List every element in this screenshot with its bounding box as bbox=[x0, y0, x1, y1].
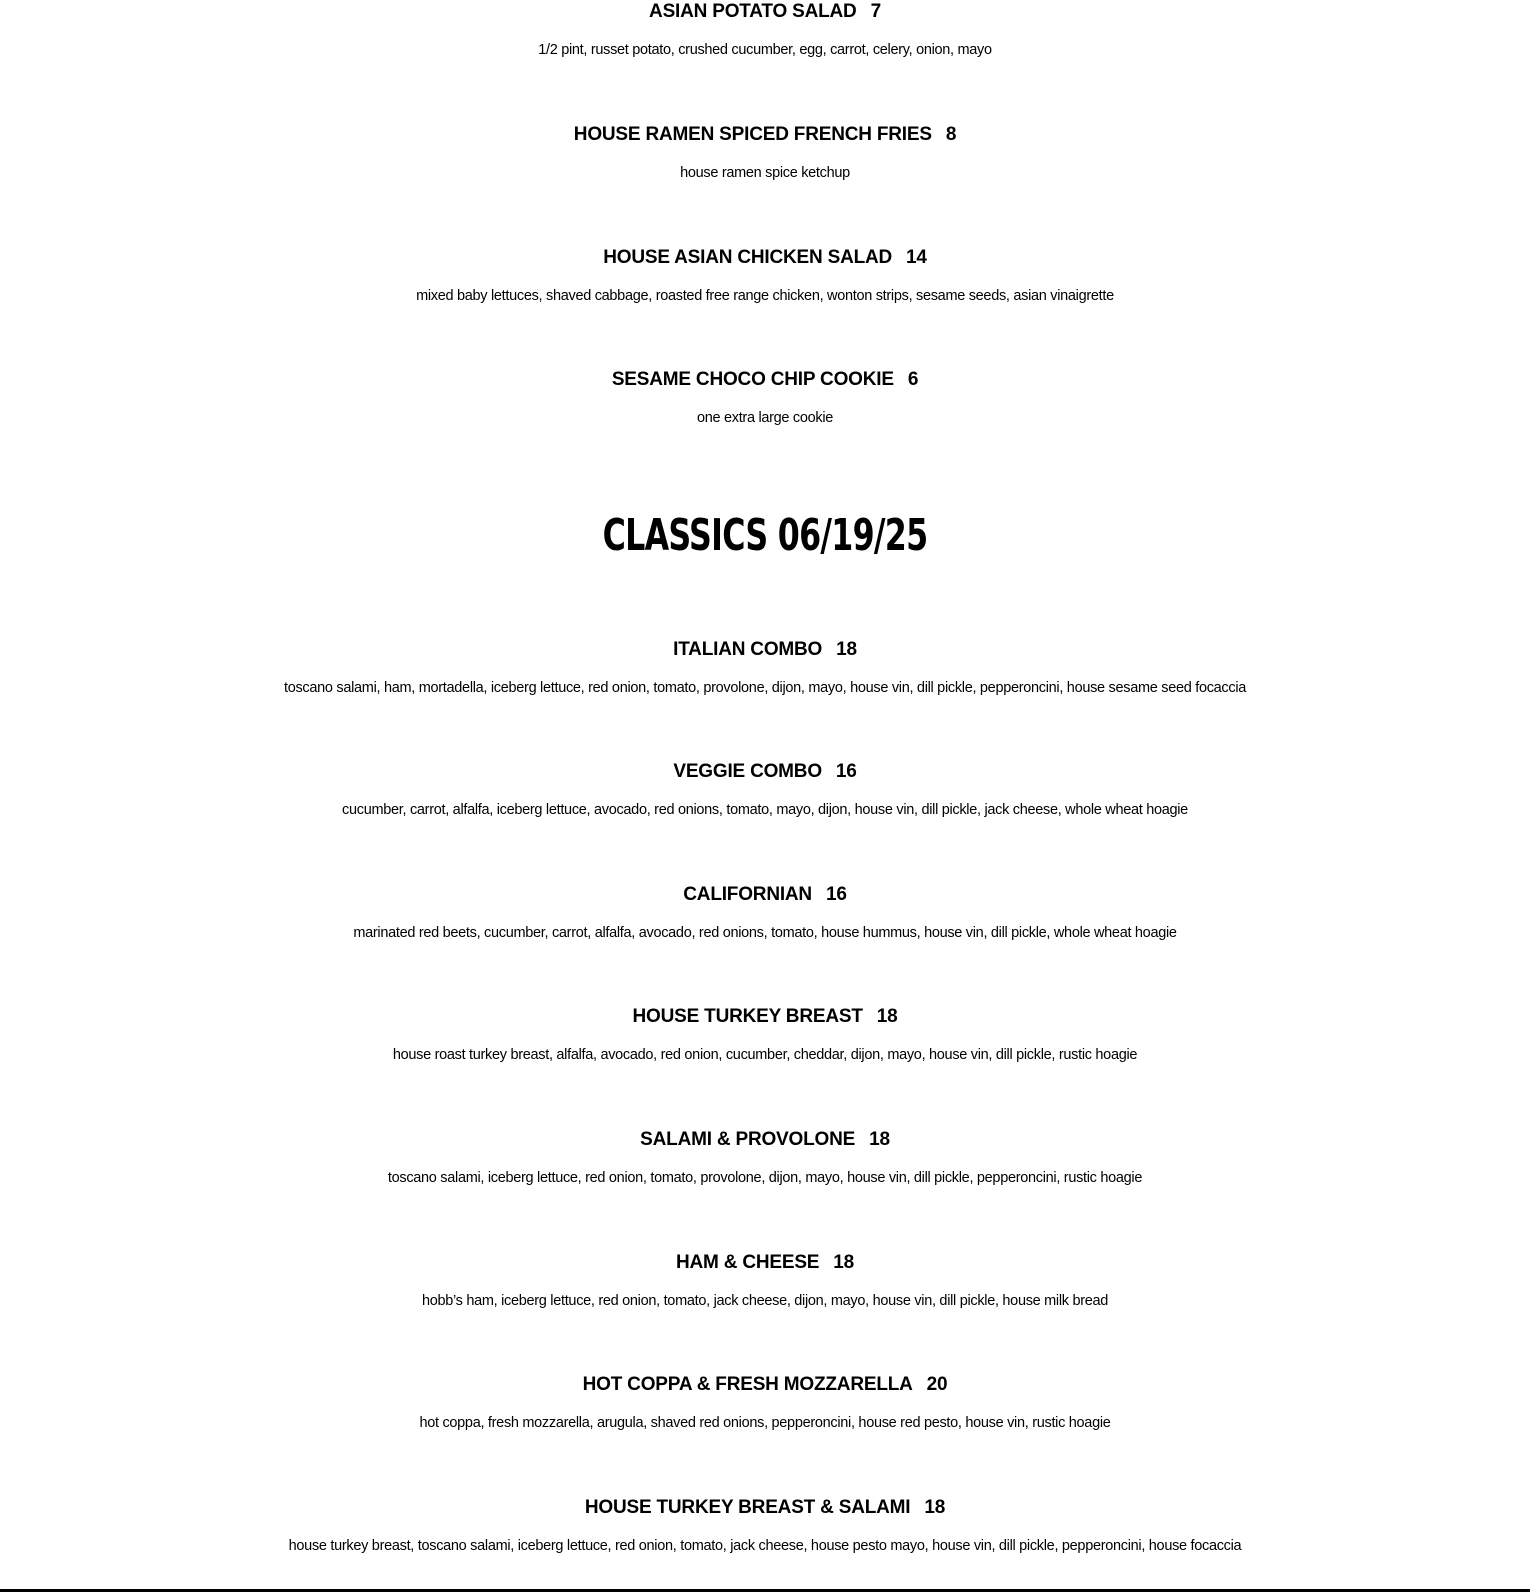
item-price: 18 bbox=[869, 1129, 890, 1150]
item-description: house ramen spice ketchup bbox=[680, 165, 850, 181]
item-price: 16 bbox=[825, 884, 847, 905]
item-price: 20 bbox=[926, 1374, 948, 1395]
item-title: HAM & CHEESE 18 bbox=[675, 1252, 855, 1273]
item-title: CALIFORNIAN 16 bbox=[683, 884, 847, 905]
item-description: toscano salami, ham, mortadella, iceberg lettuce, red onion, tomato, provolone, dijon, mayo, house vin, dill pickle, pepperoncini, house sesame seed focaccia bbox=[283, 680, 1247, 696]
item-title: HOUSE TURKEY BREAST & SALAMI 18 bbox=[584, 1497, 946, 1518]
item-price: 18 bbox=[876, 1006, 898, 1027]
menu-item-ham-cheese bbox=[0, 1251, 1530, 1310]
item-description: hot coppa, fresh mozzarella, arugula, shaved red onions, pepperoncini, house red pesto, house vin, rustic hoagie bbox=[419, 1415, 1111, 1431]
item-description: marinated red beets, cucumber, carrot, alfalfa, avocado, red onions, tomato, house hummus, house vin, dill pickle, whole wheat hoagie bbox=[353, 925, 1177, 941]
section-heading-classics: CLASSICS 06/19/25 bbox=[602, 510, 928, 561]
item-description: one extra large cookie bbox=[696, 410, 834, 426]
item-description: mixed baby lettuces, shaved cabbage, roasted free range chicken, wonton strips, sesame seeds, asian vinaigrette bbox=[416, 288, 1114, 304]
menu-item-sesame-choco-chip-cookie bbox=[0, 368, 1530, 427]
item-price: 7 bbox=[870, 1, 881, 22]
item-price: 18 bbox=[924, 1497, 946, 1518]
item-title: HOUSE ASIAN CHICKEN SALAD 14 bbox=[603, 247, 927, 268]
item-title: HOUSE RAMEN SPICED FRENCH FRIES 8 bbox=[573, 124, 957, 145]
item-price: 18 bbox=[836, 639, 857, 660]
item-price: 6 bbox=[907, 369, 919, 390]
menu-item-house-turkey-breast-salami bbox=[0, 1496, 1530, 1555]
item-title: HOUSE TURKEY BREAST 18 bbox=[632, 1006, 898, 1027]
menu-item-house-asian-chicken-salad bbox=[0, 246, 1530, 305]
item-description: toscano salami, iceberg lettuce, red onion, tomato, provolone, dijon, mayo, house vin, dill pickle, pepperoncini, rustic hoagie bbox=[387, 1170, 1143, 1186]
item-title: SESAME CHOCO CHIP COOKIE 6 bbox=[611, 369, 919, 390]
item-title: VEGGIE COMBO 16 bbox=[673, 761, 857, 782]
menu-item-asian-potato-salad bbox=[0, 0, 1530, 59]
item-title: ASIAN POTATO SALAD 7 bbox=[649, 1, 881, 22]
item-description: 1/2 pint, russet potato, crushed cucumber, egg, carrot, celery, onion, mayo bbox=[538, 42, 992, 58]
item-price: 18 bbox=[833, 1252, 855, 1273]
item-title: ITALIAN COMBO 18 bbox=[673, 639, 857, 660]
item-title: HOT COPPA & FRESH MOZZARELLA 20 bbox=[582, 1374, 948, 1395]
item-description: house turkey breast, toscano salami, iceberg lettuce, red onion, tomato, jack cheese, house pesto mayo, house vin, dill pickle, pepperoncini, house focaccia bbox=[288, 1538, 1242, 1554]
item-description: house roast turkey breast, alfalfa, avocado, red onion, cucumber, cheddar, dijon, mayo, house vin, dill pickle, rustic hoagie bbox=[392, 1047, 1138, 1063]
item-price: 14 bbox=[906, 247, 927, 268]
menu-item-house-ramen-spiced-french-fries bbox=[0, 123, 1530, 182]
item-description: cucumber, carrot, alfalfa, iceberg lettuce, avocado, red onions, tomato, mayo, dijon, house vin, dill pickle, jack cheese, whole wheat hoagie bbox=[342, 802, 1188, 818]
menu-item-italian-combo bbox=[0, 638, 1530, 697]
menu-item-californian bbox=[0, 883, 1530, 942]
item-price: 8 bbox=[945, 124, 957, 145]
item-description: hobb’s ham, iceberg lettuce, red onion, tomato, jack cheese, dijon, mayo, house vin, dill pickle, house milk bread bbox=[421, 1293, 1109, 1309]
bottom-divider bbox=[0, 1589, 1530, 1592]
item-title: SALAMI & PROVOLONE 18 bbox=[640, 1129, 890, 1150]
menu-item-hot-coppa-fresh-mozzarella bbox=[0, 1373, 1530, 1432]
menu-item-salami-provolone bbox=[0, 1128, 1530, 1187]
menu-item-veggie-combo bbox=[0, 760, 1530, 819]
item-price: 16 bbox=[835, 761, 857, 782]
menu-item-house-turkey-breast bbox=[0, 1005, 1530, 1064]
